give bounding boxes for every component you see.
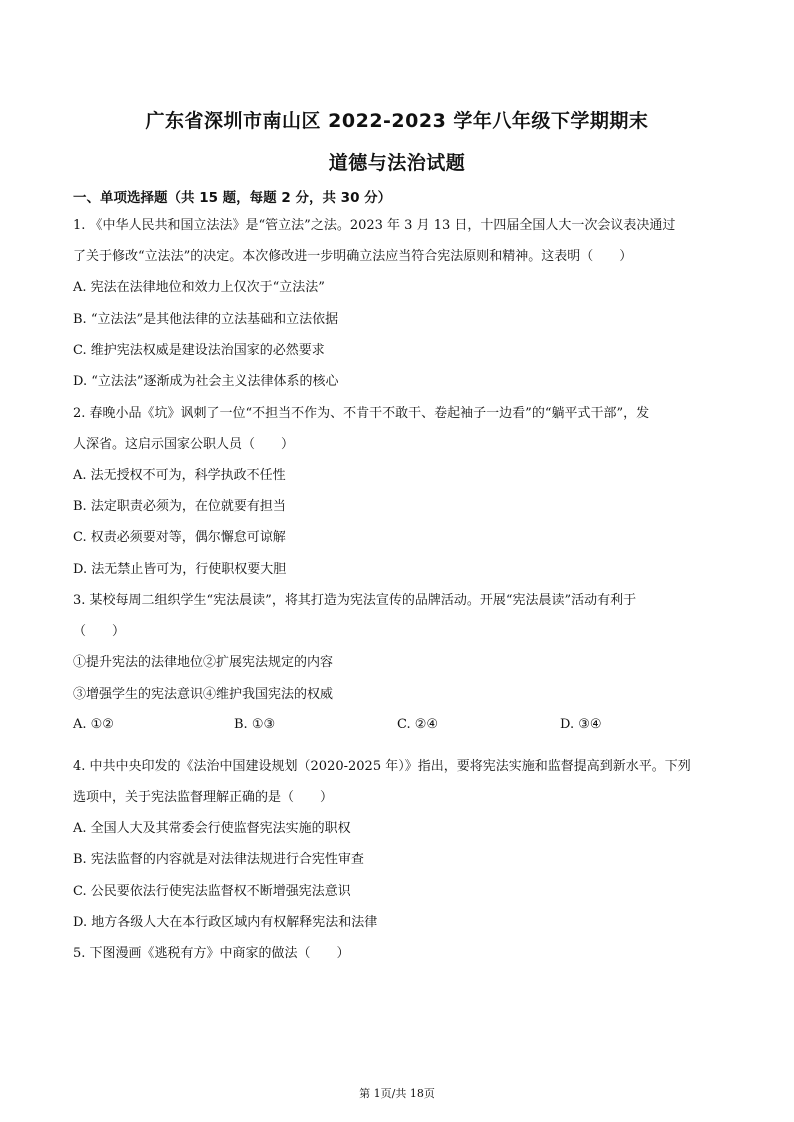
document-title-line-1: 广东省深圳市南山区 2022-2023 学年八年级下学期期末 (145, 110, 649, 132)
question-2-option-c: C. 权责必须要对等，偶尔懈怠可谅解 (73, 530, 286, 545)
question-3-stem-line-1: 3. 某校每周二组织学生“宪法晨读”，将其打造为宪法宣传的品牌活动。开展“宪法晨读”活动有利于 (73, 593, 637, 608)
question-1-stem-line-2: 了关于修改“立法法”的决定。本次修改进一步明确立法应当符合宪法原则和精神。这表明（ ） (73, 249, 633, 264)
question-3-item-line-1: ①提升宪法的法律地位②扩展宪法规定的内容 (73, 655, 334, 670)
question-3-option-d: D. ③④ (560, 717, 602, 732)
question-1-option-c: C. 维护宪法权威是建设法治国家的必然要求 (73, 343, 325, 358)
question-3-stem-line-2: （ ） (73, 624, 126, 639)
section-heading: 一、单项选择题（共 15 题，每题 2 分，共 30 分） (73, 190, 392, 206)
question-4-option-c: C. 公民要依法行使宪法监督权不断增强宪法意识 (73, 884, 351, 899)
question-3-option-b: B. ①③ (234, 717, 276, 732)
question-3-option-c: C. ②④ (397, 717, 439, 732)
page-number: 第 1页/共 18页 (359, 1087, 435, 1100)
question-5-stem-line-1: 5. 下图漫画《逃税有方》中商家的做法（ ） (73, 946, 350, 961)
question-2-option-a: A. 法无授权不可为，科学执政不任性 (73, 468, 286, 483)
question-3-item-line-2: ③增强学生的宪法意识④维护我国宪法的权威 (73, 687, 334, 702)
document-title-line-2: 道德与法治试题 (328, 152, 466, 174)
question-4-stem-line-2: 选项中，关于宪法监督理解正确的是（ ） (73, 790, 334, 805)
question-4-option-a: A. 全国人大及其常委会行使监督宪法实施的职权 (73, 821, 351, 836)
question-2-stem-line-2: 人深省。这启示国家公职人员（ ） (73, 437, 295, 452)
question-2-stem-line-1: 2. 春晚小品《坑》讽刺了一位“不担当不作为、不肯干不敢干、卷起袖子一边看”的“躺平式干部”，发 (73, 406, 650, 421)
question-2-option-d: D. 法无禁止皆可为，行使职权要大胆 (73, 562, 287, 577)
question-4-stem-line-1: 4. 中共中央印发的《法治中国建设规划（2020-2025 年）》指出，要将宪法实施和监督提高到新水平。下列 (73, 759, 691, 774)
question-2-option-b: B. 法定职责必须为，在位就要有担当 (73, 499, 286, 514)
question-1-option-b: B. “立法法”是其他法律的立法基础和立法依据 (73, 312, 339, 327)
question-3-option-a: A. ①② (73, 717, 114, 732)
question-4-option-d: D. 地方各级人大在本行政区域内有权解释宪法和法律 (73, 915, 378, 930)
question-3-options-row (73, 717, 723, 737)
question-4-option-b: B. 宪法监督的内容就是对法律法规进行合宪性审查 (73, 852, 364, 867)
question-1-option-a: A. 宪法在法律地位和效力上仅次于“立法法” (73, 280, 325, 295)
question-1-option-d: D. “立法法”逐渐成为社会主义法律体系的核心 (73, 374, 339, 389)
question-1-stem-line-1: 1. 《中华人民共和国立法法》是“管立法”之法。2023 年 3 月 13 日，十四届全国人大一次会议表决通过 (73, 218, 676, 233)
